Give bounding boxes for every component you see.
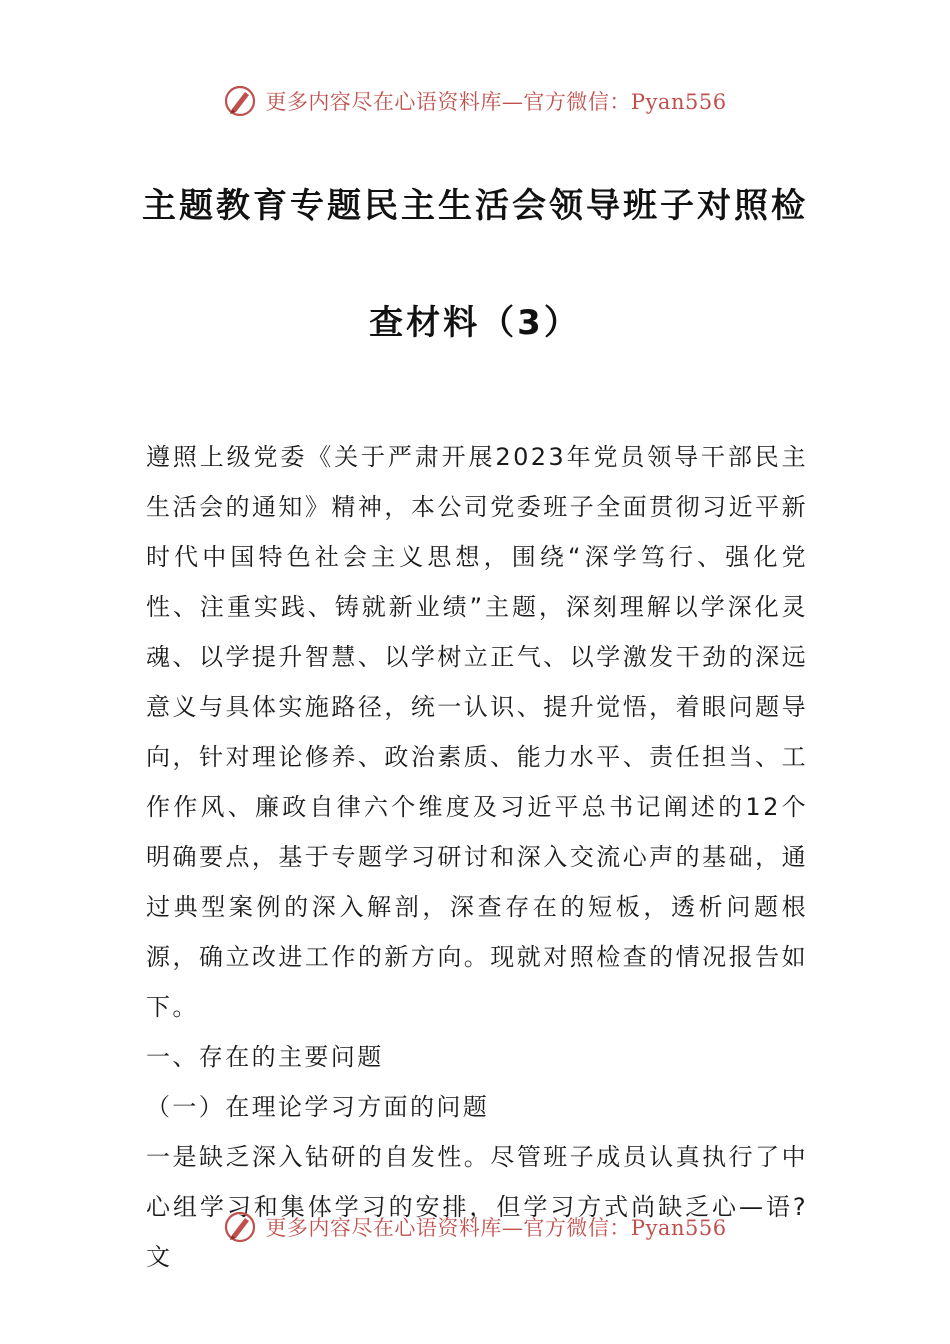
subsection-heading: （一）在理论学习方面的问题 — [146, 1093, 490, 1121]
intro-paragraph: 遵照上级党委《关于严肃开展2023年党员领导干部民主生活会的通知》精神，本公司党委班子全面贯彻习近平新时代中国特色社会主义思想，围绕“深学笃行、强化党性、注重实践、铸就新业绩”主题，深刻理解以学深化灵魂、以学提升智慧、以学树立正气、以学激发干劲的深远意义与具体实施路径，统一认识、提升觉悟，着眼问题导向，针对理论修养、政治素质、能力水平、责任担当、工作作风、廉政自律六个维度及习近平总书记阐述的12个明确要点，基于专题学习研讨和深入交流心声的基础，通过典型案例的深入解剖，深查存在的短板，透析问题根源，确立改进工作的新方向。现就对照检查的情况报告如下。 — [146, 443, 808, 1021]
pen-logo-icon — [223, 84, 257, 118]
watermark-footer — [0, 1210, 950, 1244]
watermark-text: 更多内容尽在心语资料库—官方微信：Pyan556 — [265, 90, 727, 114]
document-title-line1: 主题教育专题民主生活会领导班子对照检 — [142, 186, 808, 226]
pen-logo-icon — [223, 1210, 257, 1244]
document-body — [146, 432, 808, 1282]
watermark-text: 更多内容尽在心语资料库—官方微信：Pyan556 — [265, 1216, 727, 1240]
document-title-line2: 查材料（3） — [369, 303, 581, 343]
watermark-header — [0, 84, 950, 118]
section-heading: 一、存在的主要问题 — [146, 1043, 384, 1071]
body-paragraph: 一是缺乏深入钻研的自发性。尽管班子成员认真执行了中心组学习和集体学习的安排，但学习方式尚缺乏心—语?文 — [146, 1143, 808, 1271]
